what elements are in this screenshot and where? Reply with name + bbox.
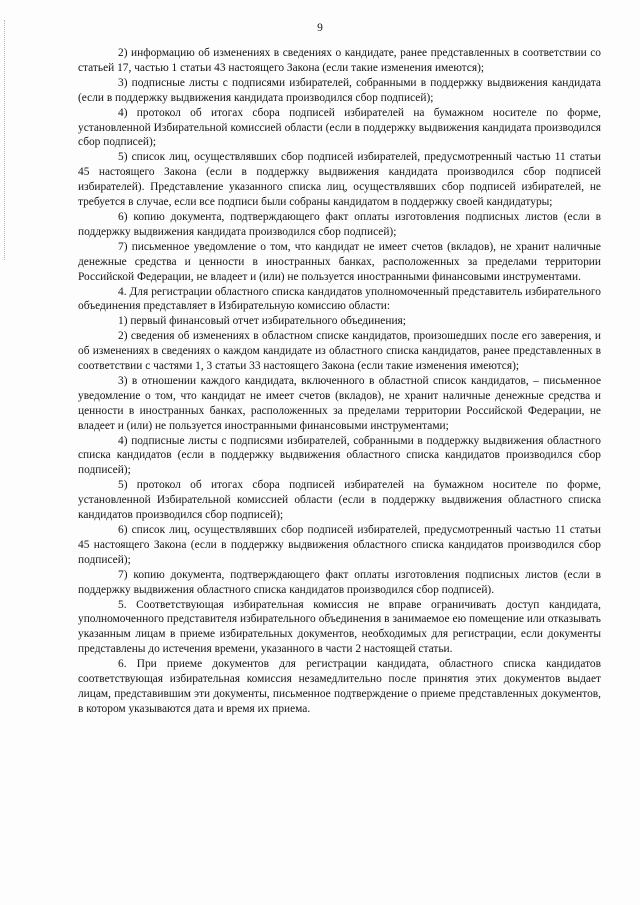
paragraph: 2) сведения об изменениях в областном списке кандидатов, произошедших после его заверения, и об изменениях в сведениях о каждом кандидате из областного списка кандидатов, ранее представленных в соответствии с частями 1, 3 статьи 33 настоящего Закона (если такие изменения имеются); <box>78 330 601 373</box>
paragraph: 2) информацию об изменениях в сведениях о кандидате, ранее представленных в соответствии со статьей 17, частью 1 статьи 43 настоящего Закона (если такие изменения имеются); <box>78 47 601 74</box>
document-body <box>78 46 601 717</box>
paragraph: 7) копию документа, подтверждающего факт оплаты изготовления подписных листов (если в поддержку выдвижения областного списка кандидатов производился сбор подписей). <box>78 568 601 596</box>
paragraph: 6) копию документа, подтверждающего факт оплаты изготовления подписных листов (если в поддержку выдвижения кандидата производился сбор подписей); <box>78 210 601 238</box>
paragraph: 5) список лиц, осуществлявших сбор подписей избирателей, предусмотренный частью 11 статьи 45 настоящего Закона (если в поддержку выдвижения кандидата производился сбор подписей избирателей). Представление указанного списка лиц, осуществлявших сбор подписей избирателей, не требуется в случае, если все подписи были собраны кандидатом в поддержку своей кандидатуры; <box>78 151 601 209</box>
paragraph: 6) список лиц, осуществлявших сбор подписей избирателей, предусмотренный частью 11 статьи 45 настоящего Закона (если в поддержку выдвижения областного списка кандидатов производился сбор подписей); <box>78 524 601 566</box>
paragraph: 3) подписные листы с подписями избирателей, собранными в поддержку выдвижения кандидата (если в поддержку выдвижения кандидата производился сбор подписей); <box>78 76 601 104</box>
paragraph: 5. Соответствующая избирательная комиссия не вправе ограничивать доступ кандидата, уполномоченного представителя избирательного объединения в занимаемое ею помещение или отказывать указанным лицам в приеме избирательных документов, необходимых для регистрации, если документы представлены до истечения времени, указанного в части 2 настоящей статьи. <box>78 598 601 656</box>
paragraph: 3) в отношении каждого кандидата, включенного в областной список кандидатов, – письменное уведомление о том, что кандидат не имеет счетов (вкладов), не хранит наличные денежные средства и ценности в иностранных банках, расположенных за пределами территории Российской Федерации, не владеет и (или) не пользуется иностранными финансовыми инструментами; <box>78 374 601 432</box>
page-edge-mark <box>4 20 6 260</box>
paragraph: 4) протокол об итогах сбора подписей избирателей на бумажном носителе по форме, установленной Избирательной комиссией области (если в поддержку выдвижения кандидата производился сбор подписей); <box>78 106 601 149</box>
paragraph: 7) письменное уведомление о том, что кандидат не имеет счетов (вкладов), не хранит наличные денежные средства и ценности в иностранных банках, расположенных за пределами территории Российской Федерации, не владеет и (или) не пользуется иностранными финансовыми инструментами. <box>78 240 601 283</box>
paragraph: 6. При приеме документов для регистрации кандидата, областного списка кандидатов соответствующая избирательная комиссия незамедлительно после принятия этих документов выдает лицам, представившим эти документы, письменное подтверждение о приеме представленных документов, в котором указываются дата и время их приема. <box>78 658 601 715</box>
paragraph: 4) подписные листы с подписями избирателей, собранными в поддержку выдвижения областного списка кандидатов (если в поддержку выдвижения областного списка кандидатов производился сбор подписей); <box>78 434 601 477</box>
paragraph: 4. Для регистрации областного списка кандидатов уполномоченный представитель избирательного объединения представляет в Избирательную комиссию области: <box>78 285 601 313</box>
paragraph: 1) первый финансовый отчет избирательного объединения; <box>118 315 406 328</box>
page-number: 9 <box>317 22 323 34</box>
paragraph: 5) протокол об итогах сбора подписей избирателей на бумажном носителе по форме, установленной Избирательной комиссией области (если в поддержку выдвижения областного списка кандидатов производился сбор подписей); <box>78 479 601 522</box>
